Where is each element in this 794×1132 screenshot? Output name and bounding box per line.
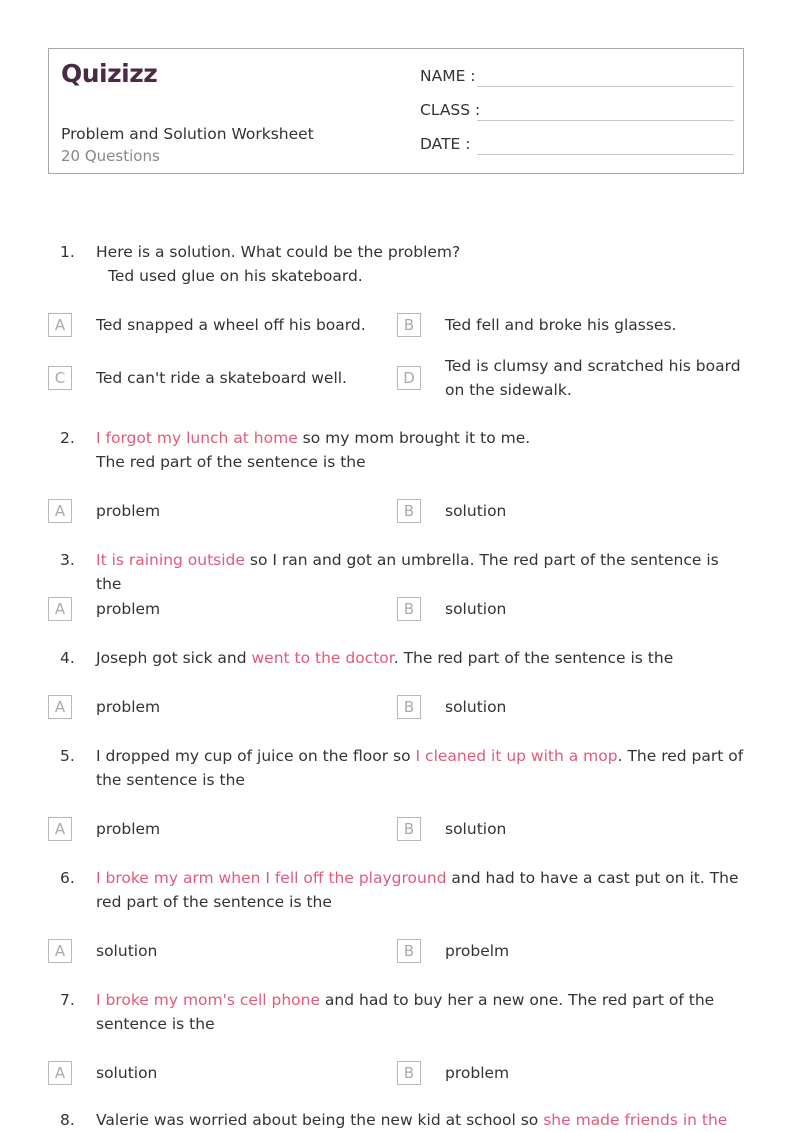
- option-letter[interactable]: B: [397, 939, 421, 963]
- question-pre: I dropped my cup of juice on the floor so: [96, 747, 416, 765]
- option-letter[interactable]: B: [397, 1061, 421, 1085]
- option-letter[interactable]: C: [48, 366, 72, 390]
- option-text: solution: [96, 1064, 158, 1082]
- name-field[interactable]: [420, 67, 734, 91]
- question-text: [96, 1108, 746, 1132]
- option-text: solution: [445, 502, 507, 520]
- question-text: [96, 744, 746, 792]
- question-text: [96, 240, 746, 288]
- highlighted-text: she made friends in the: [543, 1111, 728, 1129]
- highlighted-text: I broke my mom's cell phone: [96, 991, 320, 1009]
- option-text: Ted snapped a wheel off his board.: [96, 316, 366, 334]
- question-rest: and had to have a cast put on it. The red part of the sentence is the: [96, 869, 739, 911]
- option-text: solution: [445, 600, 507, 618]
- option-letter[interactable]: A: [48, 817, 72, 841]
- option-text: problem: [96, 698, 161, 716]
- option-letter[interactable]: B: [397, 817, 421, 841]
- class-field[interactable]: [420, 101, 734, 125]
- option-letter[interactable]: B: [397, 499, 421, 523]
- name-line[interactable]: [477, 86, 734, 87]
- option-letter[interactable]: B: [397, 597, 421, 621]
- question-prompt: Here is a solution. What could be the problem?: [96, 243, 461, 261]
- worksheet-title: Problem and Solution Worksheet: [61, 125, 314, 143]
- quizizz-logo: Quizizz: [61, 59, 158, 88]
- question-number: 6.: [60, 869, 75, 887]
- option-letter[interactable]: A: [48, 313, 72, 337]
- question-number: 4.: [60, 649, 75, 667]
- option-letter[interactable]: A: [48, 939, 72, 963]
- option-letter[interactable]: A: [48, 597, 72, 621]
- highlighted-text: I forgot my lunch at home: [96, 429, 298, 447]
- question-text: [96, 548, 746, 596]
- date-field[interactable]: [420, 135, 734, 159]
- class-line[interactable]: [477, 120, 734, 121]
- option-letter[interactable]: B: [397, 695, 421, 719]
- question-number: 7.: [60, 991, 75, 1009]
- option-text: solution: [445, 698, 507, 716]
- highlighted-text: I cleaned it up with a mop: [415, 747, 618, 765]
- question-number: 3.: [60, 551, 75, 569]
- class-label: CLASS :: [420, 101, 481, 119]
- option-text: solution: [96, 942, 158, 960]
- date-line[interactable]: [477, 154, 734, 155]
- question-count: 20 Questions: [61, 147, 160, 165]
- question-pre: Valerie was worried about being the new kid at school so: [96, 1111, 544, 1129]
- question-detail: The red part of the sentence is the: [96, 453, 366, 471]
- question-rest: and had to buy her a new one. The red part of the sentence is the: [96, 991, 715, 1033]
- question-text: [96, 866, 746, 914]
- option-text: problem: [445, 1064, 510, 1082]
- question-rest: . The red part of the sentence is the: [96, 747, 744, 789]
- worksheet-header: [48, 48, 744, 174]
- option-text: Ted fell and broke his glasses.: [445, 316, 677, 334]
- highlighted-text: went to the doctor: [251, 649, 394, 667]
- highlighted-text: I broke my arm when I fell off the playground: [96, 869, 447, 887]
- question-number: 5.: [60, 747, 75, 765]
- option-text: problem: [96, 820, 161, 838]
- question-number: 1.: [60, 243, 75, 261]
- option-letter[interactable]: A: [48, 1061, 72, 1085]
- question-number: 2.: [60, 429, 75, 447]
- option-letter[interactable]: D: [397, 366, 421, 390]
- option-text: problem: [96, 600, 161, 618]
- option-text: Ted can't ride a skateboard well.: [96, 369, 347, 387]
- question-number: 8.: [60, 1111, 75, 1129]
- question-text: [96, 646, 746, 670]
- option-letter[interactable]: B: [397, 313, 421, 337]
- question-text: [96, 426, 746, 474]
- option-text: probelm: [445, 942, 510, 960]
- date-label: DATE :: [420, 135, 471, 153]
- option-text: Ted is clumsy and scratched his board on the sidewalk.: [445, 357, 741, 399]
- name-label: NAME :: [420, 67, 476, 85]
- question-rest: . The red part of the sentence is the: [393, 649, 674, 667]
- question-detail: Ted used glue on his skateboard.: [108, 267, 363, 285]
- highlighted-text: It is raining outside: [96, 551, 245, 569]
- option-text: solution: [445, 820, 507, 838]
- option-letter[interactable]: A: [48, 499, 72, 523]
- option-letter[interactable]: A: [48, 695, 72, 719]
- option-text: problem: [96, 502, 161, 520]
- question-text: [96, 988, 746, 1036]
- question-rest: so my mom brought it to me.: [297, 429, 531, 447]
- question-pre: Joseph got sick and: [96, 649, 252, 667]
- question-rest: so I ran and got an umbrella. The red part of the sentence is the: [96, 551, 719, 593]
